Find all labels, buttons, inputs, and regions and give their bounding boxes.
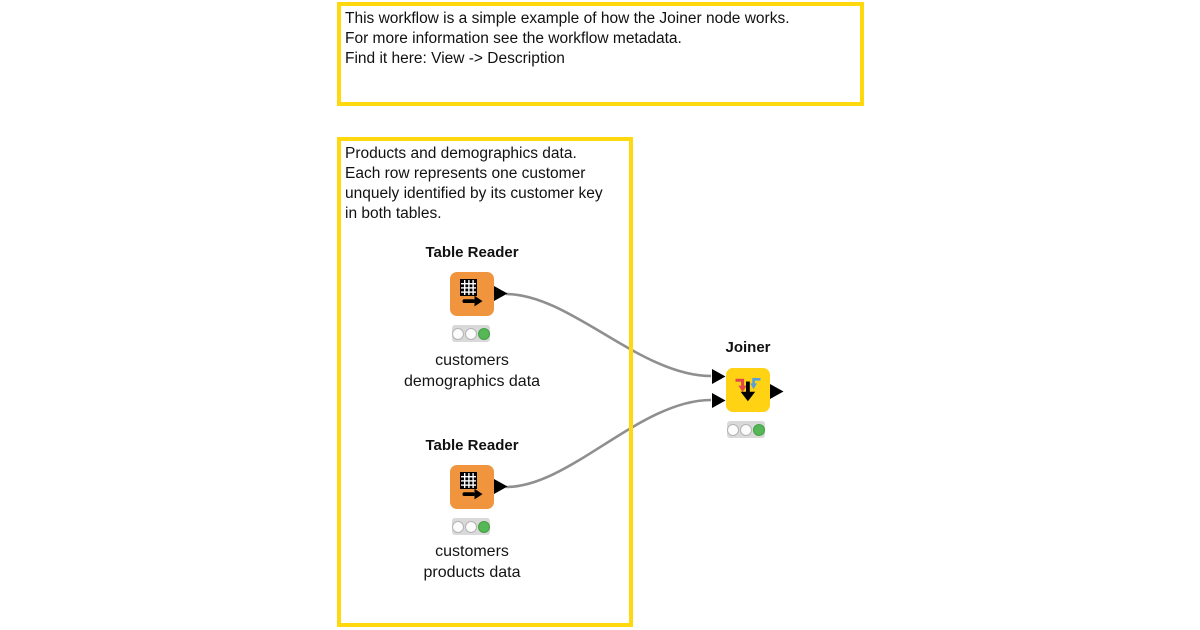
input-port-joiner-2[interactable]: [712, 393, 726, 408]
annotation-text-line: unquely identified by its customer key: [345, 185, 603, 202]
status-traffic-light-joiner: [727, 421, 765, 438]
annotation-text-line: Each row represents one customer: [345, 165, 586, 182]
input-port-joiner-1[interactable]: [712, 369, 726, 384]
status-light-green: [478, 328, 490, 340]
blue-merge-arrow-glyph: [750, 379, 760, 389]
status-traffic-light-reader-1: [452, 325, 490, 342]
joiner-icon: [726, 368, 770, 412]
node-label-line: customers: [435, 352, 509, 369]
status-traffic-light-reader-2: [452, 518, 490, 535]
annotation-text-line: For more information see the workflow metadata.: [345, 30, 682, 47]
table-glyph: [460, 279, 477, 296]
status-light-yellow: [465, 328, 477, 340]
node-title-table-reader-2[interactable]: Table Reader: [425, 437, 519, 454]
joiner-node[interactable]: [726, 368, 770, 412]
table-reader-icon: [450, 465, 494, 509]
status-light-yellow: [465, 521, 477, 533]
table-reader-icon: [450, 272, 494, 316]
node-label-line: products data: [423, 563, 521, 581]
status-light-red: [727, 424, 739, 436]
table-reader-1-node[interactable]: [450, 272, 494, 316]
output-port-reader-2[interactable]: [494, 479, 508, 494]
node-label-line: demographics data: [403, 372, 541, 390]
output-port-reader-1[interactable]: [494, 286, 508, 301]
table-glyph: [460, 472, 477, 489]
status-light-green: [753, 424, 765, 436]
node-title-table-reader-1[interactable]: Table Reader: [425, 244, 519, 261]
node-label-reader-1[interactable]: [362, 351, 582, 392]
annotation-text-line: Products and demographics data.: [345, 145, 577, 162]
arrow-right-glyph: [463, 489, 483, 500]
annotation-text-line: Find it here: View -> Description: [345, 50, 565, 67]
table-reader-2-node[interactable]: [450, 465, 494, 509]
status-light-green: [478, 521, 490, 533]
annotation-text-line: in both tables.: [345, 205, 442, 222]
status-light-red: [452, 328, 464, 340]
red-merge-arrow-glyph: [736, 380, 747, 392]
output-port-joiner[interactable]: [770, 384, 784, 399]
status-light-yellow: [740, 424, 752, 436]
node-title-joiner[interactable]: Joiner: [725, 339, 771, 356]
node-label-line: customers: [435, 543, 509, 560]
node-label-reader-2[interactable]: [362, 542, 582, 583]
annotation-text-line: This workflow is a simple example of how the Joiner node works.: [345, 10, 790, 27]
arrow-right-glyph: [463, 296, 483, 307]
status-light-red: [452, 521, 464, 533]
workflow-annotation-description[interactable]: [337, 2, 864, 106]
